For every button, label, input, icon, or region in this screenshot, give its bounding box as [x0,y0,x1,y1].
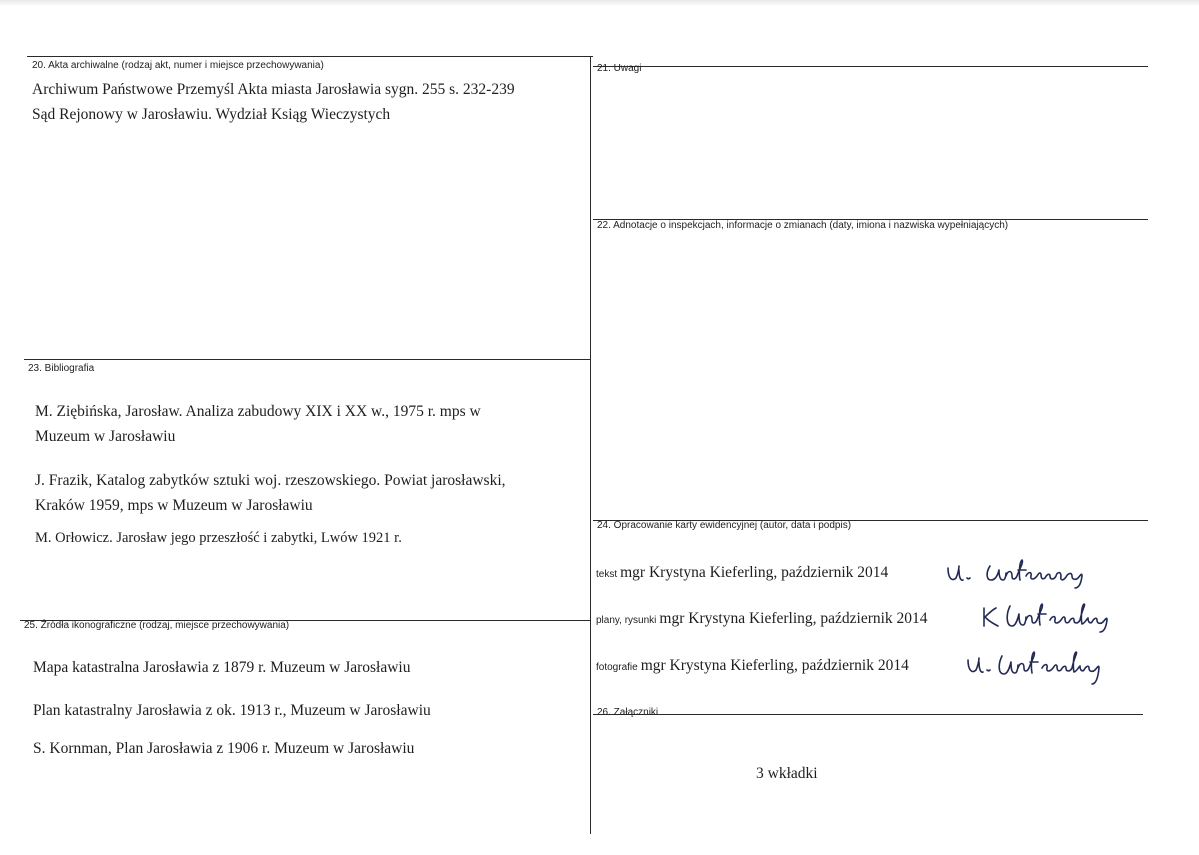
section-25-line-3: S. Kornman, Plan Jarosławia z 1906 r. Muzeum w Jarosławiu [33,740,415,757]
signature-tekst [942,556,1122,590]
section-23-label: 23. Bibliografia [28,363,95,374]
section-23-line-2: Muzeum w Jarosławiu [35,428,176,445]
section-20-label: 20. Akta archiwalne (rodzaj akt, numer i miejsce przechowywania) [32,60,324,71]
rule-21-top [593,66,1148,67]
rule-20-top [27,56,593,57]
signature-fotografie [962,648,1142,688]
section-22-label: 22. Adnotacje o inspekcjach, informacje o zmianach (daty, imiona i nazwiska wypełniających) [597,220,1009,231]
section-26-text: 3 wkładki [756,765,818,782]
row-text: mgr Krystyna Kieferling, październik 2014 [620,564,889,581]
section-24-row-plany [596,610,928,628]
section-23-line-5: M. Orłowicz. Jarosław jego przeszłość i zabytki, Lwów 1921 r. [35,530,402,546]
section-20-line-1: Archiwum Państwowe Przemyśl Akta miasta Jarosławia sygn. 255 s. 232-239 [32,81,515,98]
rule-23-top [24,359,590,360]
section-21-label: 21. Uwagi [597,63,642,74]
section-20-line-2: Sąd Rejonowy w Jarosławiu. Wydział Ksiąg Wieczystych [32,106,391,123]
row-prefix: plany, rysunki [596,615,657,626]
section-26-label: 26. Załączniki [597,707,659,718]
section-25-line-2: Plan katastralny Jarosławia z ok. 1913 r., Muzeum w Jarosławiu [33,702,431,719]
row-text: mgr Krystyna Kieferling, październik 2014 [640,657,909,674]
section-24-row-tekst [596,564,888,582]
section-23-line-3: J. Frazik, Katalog zabytków sztuki woj. rzeszowskiego. Powiat jarosławski, [35,472,506,489]
column-divider [590,56,591,834]
signature-plany [976,600,1156,634]
section-25-label: 25. Źródła ikonograficzne (rodzaj, miejsce przechowywania) [24,620,290,631]
row-prefix: fotografie [596,662,638,673]
section-25-line-1: Mapa katastralna Jarosławia z 1879 r. Muzeum w Jarosławiu [33,659,411,676]
scan-edge [0,0,1199,6]
row-text: mgr Krystyna Kieferling, październik 2014 [659,610,928,627]
section-24-row-fotografie [596,657,909,675]
row-prefix: tekst [596,569,618,580]
section-24-label: 24. Opracowanie karty ewidencyjnej (autor, data i podpis) [597,520,852,531]
section-23-line-4: Kraków 1959, mps w Muzeum w Jarosławiu [35,497,313,514]
section-23-line-1: M. Ziębińska, Jarosław. Analiza zabudowy XIX i XX w., 1975 r. mps w [35,403,481,420]
rule-26-top [593,714,1143,715]
